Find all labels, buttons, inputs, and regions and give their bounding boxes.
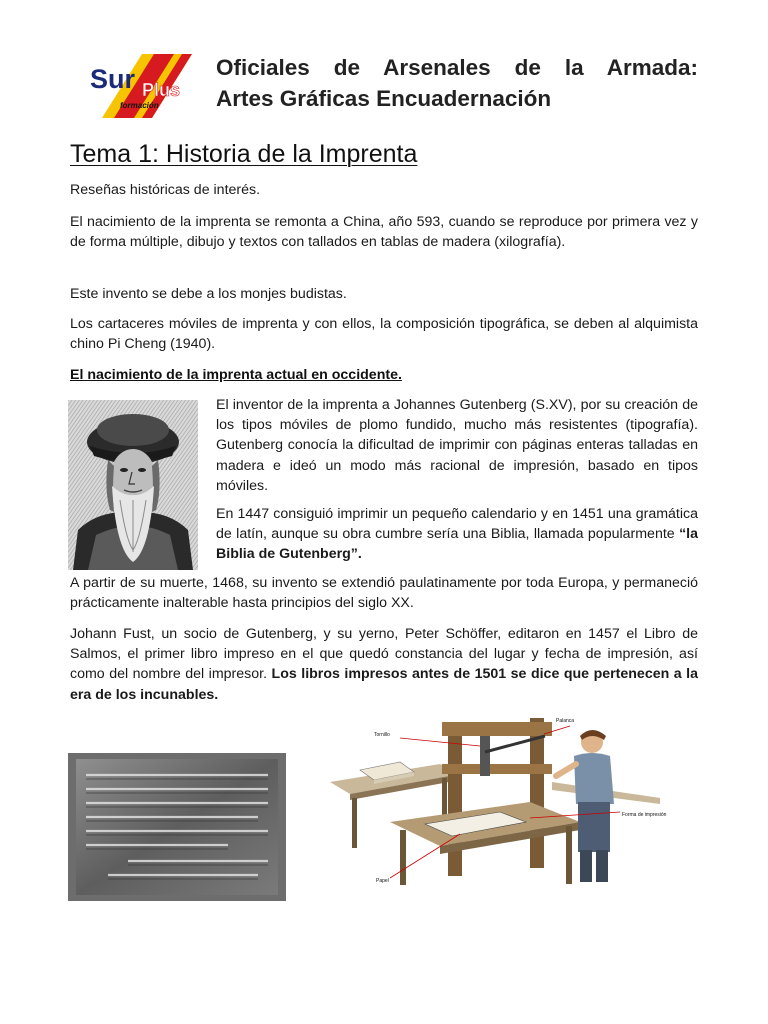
paragraph-gutenberg: El inventor de la imprenta a Johannes Gutenberg (S.XV), por su creación de los tipos móviles de plomo fundido, mucho más resistentes (tipografía). Gutenberg conocía la dificultad de imprimir con páginas enteras talladas en madera e ideó un modo más racional de impresión, basado en tipos móviles. bbox=[216, 397, 698, 494]
label-papel: Papel bbox=[376, 878, 389, 884]
section-heading-occidente: El nacimiento de la imprenta actual en occidente. bbox=[70, 367, 402, 383]
paragraph-fust-bold: Los libros impresos antes de 1501 se dice que pertenecen a la era de los incunables. bbox=[70, 666, 698, 703]
paragraph-fust-text: Johann Fust, un socio de Gutenberg, y su yerno, Peter Schöffer, editaron en 1457 el Libro de Salmos, el primer libro impreso en el que quedó constancia del lugar y fecha de impresión, así como del nombre del impresor. bbox=[70, 626, 698, 683]
paragraph-monks: Este invento se debe a los monjes budistas. bbox=[70, 286, 347, 302]
paragraph-biblia-bold: “la Biblia de Gutenberg”. bbox=[216, 526, 698, 563]
paragraph-fust bbox=[70, 624, 698, 705]
logo-word-plus: Plus bbox=[142, 80, 181, 100]
label-palanca: Palanca bbox=[556, 718, 575, 724]
paragraph-china: El nacimiento de la imprenta se remonta a China, año 593, cuando se reproduce por primera vez y de forma múltiple, dibujo y textos con tallados en tablas de madera (xilografía). bbox=[70, 214, 698, 251]
paragraph-europa: A partir de su muerte, 1468, su invento se extendió paulatinamente por toda Europa, y permaneció prácticamente inalterable hasta principios del siglo XX. bbox=[70, 575, 698, 612]
label-tornillo: Tornillo bbox=[374, 732, 390, 738]
printing-press-illustration bbox=[330, 712, 670, 892]
paragraph-biblia-text: En 1447 consiguió imprimir un pequeño calendario y en 1451 una gramática de latín, aunque su obra cumbre sería una Biblia, llamada popularmente bbox=[216, 506, 698, 543]
subtitle: Reseñas históricas de interés. bbox=[70, 182, 261, 198]
paragraph-biblia bbox=[216, 504, 698, 565]
logo-word-sur: Sur bbox=[90, 64, 136, 94]
gutenberg-portrait bbox=[68, 400, 198, 570]
movable-type-plate bbox=[68, 753, 286, 901]
page-title-text: Tema 1: Historia de la Imprenta bbox=[70, 140, 418, 168]
logo-word-formacion: formación bbox=[120, 101, 159, 110]
surplus-logo-icon bbox=[82, 52, 194, 118]
header-title bbox=[216, 52, 698, 114]
header-title-line2: Artes Gráficas Encuadernación bbox=[216, 86, 552, 111]
header-title-line1: Oficiales de Arsenales de la Armada: bbox=[216, 55, 698, 80]
label-forma: Forma de impresión bbox=[622, 812, 667, 818]
paragraph-pi-cheng: Los cartaceres móviles de imprenta y con ellos, la composición tipográfica, se deben al alquimista chino Pi Cheng (1940). bbox=[70, 316, 698, 353]
page-title bbox=[70, 138, 417, 170]
